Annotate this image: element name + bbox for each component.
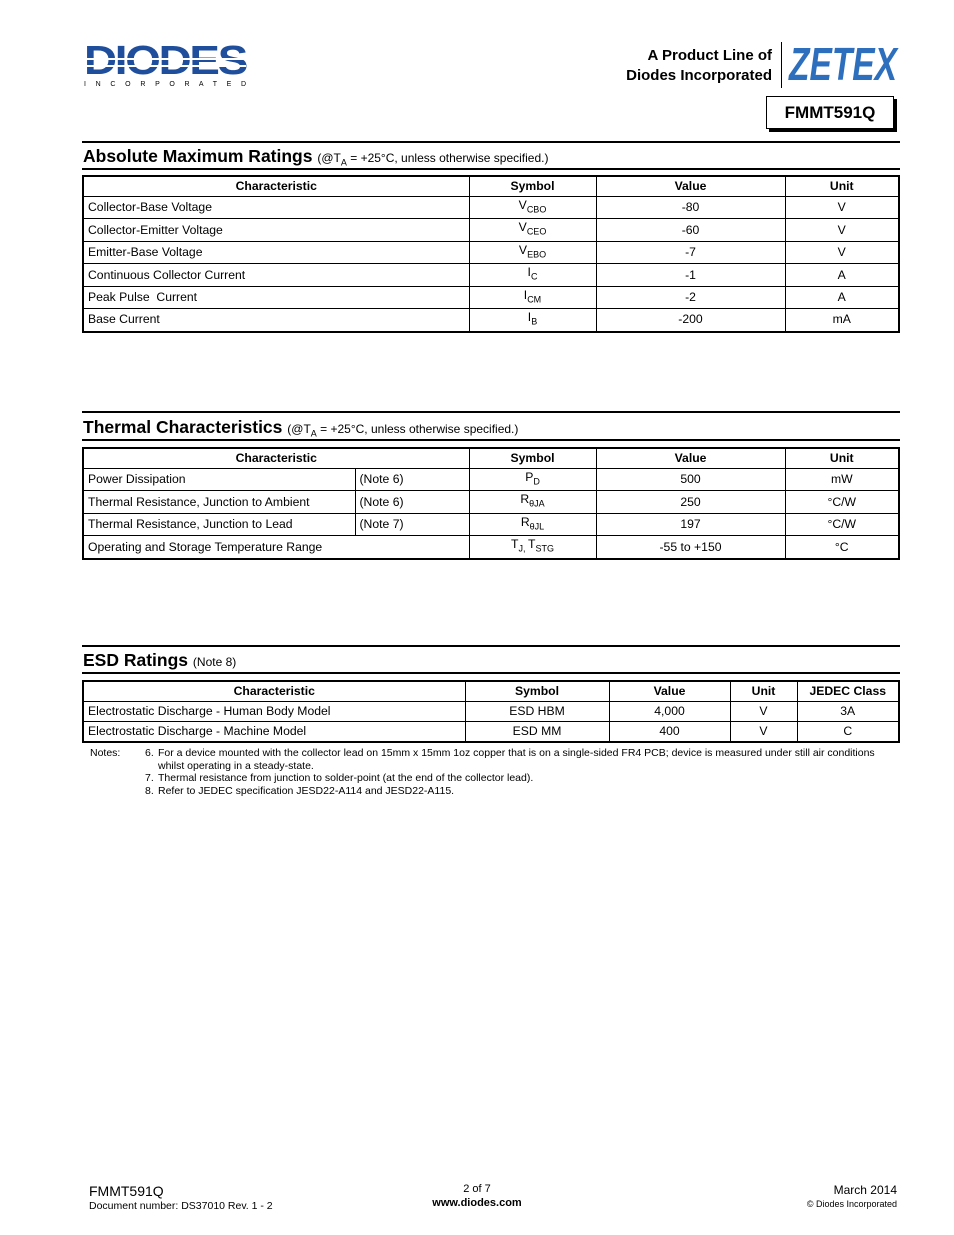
cell-characteristic: Electrostatic Discharge - Human Body Model — [83, 702, 465, 722]
table-row — [83, 722, 899, 743]
table-row — [83, 286, 899, 308]
col-header-jedec-class: JEDEC Class — [797, 681, 899, 702]
col-header-unit: Unit — [785, 448, 899, 469]
cell-characteristic: Continuous Collector Current — [83, 264, 469, 286]
abs-max-condition: ($@T_A = +25^\circ C$, unless otherwise specified.) — [317, 151, 549, 168]
table-header-row — [83, 176, 899, 197]
cell-characteristic: Power Dissipation — [83, 469, 355, 491]
section-rule — [82, 141, 900, 143]
thermal-condition: ($@T_A = +25^\circ C$, unless otherwise specified.) — [287, 422, 519, 439]
note-item — [145, 747, 885, 772]
thermal-title: Thermal Characteristics — [83, 417, 283, 437]
table-row — [83, 702, 899, 722]
logo-divider — [781, 42, 782, 88]
table-row — [83, 491, 899, 513]
col-header-symbol: Symbol — [465, 681, 609, 702]
cell-characteristic: Collector-Emitter Voltage — [83, 219, 469, 241]
cell-note: (Note 6) — [355, 491, 469, 513]
esd-table — [82, 680, 900, 743]
cell-value: 500 — [596, 469, 785, 491]
table-row — [83, 241, 899, 263]
section-rule — [82, 672, 900, 674]
zetex-logo — [787, 38, 899, 90]
product-line-1: A Product Line of — [647, 47, 772, 64]
col-header-symbol: Symbol — [469, 176, 596, 197]
cell-value: 250 — [596, 491, 785, 513]
col-header-characteristic: Characteristic — [83, 448, 469, 469]
diodes-logo-sub: I N C O R P O R A T E D — [84, 81, 246, 88]
cell-characteristic: Thermal Resistance, Junction to Ambient — [83, 491, 355, 513]
cell-symbol: $T_{J,}$ $T_{STG}$ — [469, 536, 596, 559]
table-row — [83, 264, 899, 286]
cell-jedec-class: 3A — [797, 702, 899, 722]
table-row — [83, 513, 899, 535]
section-rule — [82, 168, 900, 170]
cell-unit: V — [785, 241, 899, 263]
esd-title: ESD Ratings — [83, 650, 189, 670]
cell-unit: A — [785, 264, 899, 286]
cell-value: -2 — [596, 286, 785, 308]
section-rule — [82, 645, 900, 647]
footer-page-number: 2 of 7 — [463, 1183, 491, 1195]
table-row — [83, 197, 899, 219]
cell-symbol: $I_{CM}$ — [469, 286, 596, 308]
col-header-characteristic: Characteristic — [83, 681, 465, 702]
cell-jedec-class: C — [797, 722, 899, 743]
note-text: For a device mounted with the collector lead on 15mm x 15mm 1oz copper that is on a single-sided FR4 PCB; device is measured under still air conditions whilst operating in a steady-state. — [158, 747, 875, 772]
section-rule — [82, 439, 900, 441]
cell-unit: °C — [785, 536, 899, 559]
diodes-logo — [84, 40, 254, 88]
cell-characteristic: Collector-Base Voltage — [83, 197, 469, 219]
footer-part-number: FMMT591Q — [89, 1183, 164, 1199]
note-text: Refer to JEDEC specification JESD22-A114 and JESD22-A115. — [158, 784, 455, 797]
cell-characteristic: Peak Pulse Current — [83, 286, 469, 308]
cell-symbol: $I_B$ — [469, 309, 596, 332]
note-number: 7. — [145, 772, 154, 784]
cell-symbol: ESD HBM — [465, 702, 609, 722]
table-row — [83, 469, 899, 491]
part-number-box: FMMT591Q — [766, 96, 894, 129]
note-number: 8. — [145, 784, 154, 797]
col-header-value: Value — [609, 681, 730, 702]
cell-value: 400 — [609, 722, 730, 743]
abs-max-heading — [83, 146, 548, 167]
note-number: 6. — [145, 747, 154, 759]
abs-max-title: Absolute Maximum Ratings — [83, 146, 313, 166]
cell-symbol: $P_D$ — [469, 469, 596, 491]
product-line — [626, 46, 772, 86]
cell-value: -7 — [596, 241, 785, 263]
cell-value: -80 — [596, 197, 785, 219]
cell-symbol: $V_{EBO}$ — [469, 241, 596, 263]
cell-unit: V — [730, 702, 797, 722]
col-header-unit: Unit — [730, 681, 797, 702]
footer-copyright: © Diodes Incorporated — [806, 1199, 897, 1209]
col-header-value: Value — [596, 448, 785, 469]
cell-characteristic: Operating and Storage Temperature Range — [83, 536, 469, 559]
section-rule — [82, 411, 900, 413]
cell-note: (Note 6) — [355, 469, 469, 491]
thermal-table — [82, 447, 900, 560]
table-header-row — [83, 681, 899, 702]
notes-label: Notes: — [90, 747, 121, 759]
cell-unit: °C/W — [785, 513, 899, 535]
note-item — [145, 772, 885, 785]
table-header-row — [83, 448, 899, 469]
cell-characteristic: Thermal Resistance, Junction to Lead — [83, 513, 355, 535]
cell-symbol: $R_{\theta JL}$ — [469, 513, 596, 535]
col-header-symbol: Symbol — [469, 448, 596, 469]
table-row — [83, 536, 899, 559]
cell-symbol: ESD MM — [465, 722, 609, 743]
cell-value: 197 — [596, 513, 785, 535]
cell-unit: V — [785, 219, 899, 241]
esd-condition: (Note 8) — [192, 655, 237, 669]
col-header-characteristic: Characteristic — [83, 176, 469, 197]
cell-unit: A — [785, 286, 899, 308]
cell-value: 4,000 — [609, 702, 730, 722]
table-row — [83, 219, 899, 241]
note-text: Thermal resistance from junction to solder-point (at the end of the collector lead). — [158, 772, 534, 784]
cell-unit: mW — [785, 469, 899, 491]
cell-value: -1 — [596, 264, 785, 286]
cell-note: (Note 7) — [355, 513, 469, 535]
col-header-value: Value — [596, 176, 785, 197]
col-header-unit: Unit — [785, 176, 899, 197]
thermal-heading — [83, 417, 518, 438]
cell-symbol: $I_C$ — [469, 264, 596, 286]
cell-unit: °C/W — [785, 491, 899, 513]
cell-characteristic: Electrostatic Discharge - Machine Model — [83, 722, 465, 743]
table-row — [83, 309, 899, 332]
cell-characteristic: Base Current — [83, 309, 469, 332]
footer-date: March 2014 — [833, 1183, 897, 1197]
cell-unit: V — [730, 722, 797, 743]
cell-symbol: $R_{\theta JA}$ — [469, 491, 596, 513]
cell-value: -55 to +150 — [596, 536, 785, 559]
footer-website-link[interactable]: www.diodes.com — [432, 1197, 522, 1209]
esd-heading — [83, 650, 236, 671]
cell-value: -60 — [596, 219, 785, 241]
abs-max-table — [82, 175, 900, 333]
cell-unit: mA — [785, 309, 899, 332]
cell-symbol: $V_{CEO}$ — [469, 219, 596, 241]
product-line-2: Diodes Incorporated — [626, 67, 772, 84]
cell-symbol: $V_{CBO}$ — [469, 197, 596, 219]
cell-unit: V — [785, 197, 899, 219]
footer-document-number: Document number: DS37010 Rev. 1 - 2 — [89, 1200, 273, 1212]
cell-value: -200 — [596, 309, 785, 332]
zetex-logo-text: ZETEX — [787, 38, 899, 90]
cell-characteristic: Emitter-Base Voltage — [83, 241, 469, 263]
note-item — [145, 785, 885, 798]
